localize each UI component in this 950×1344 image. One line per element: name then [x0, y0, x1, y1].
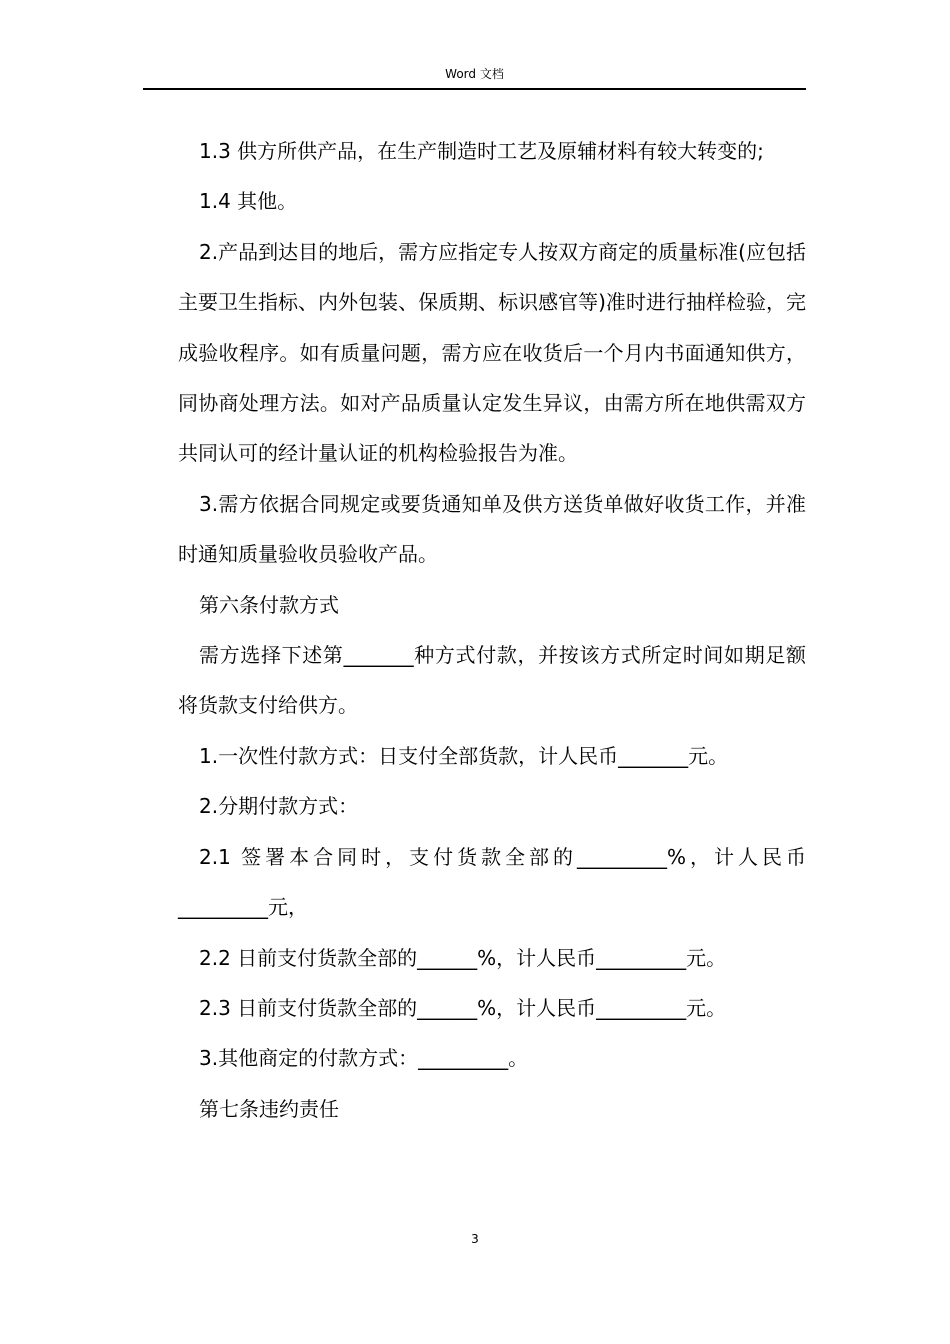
paragraph: 需方选择下述第_______种方式付款，并按该方式所定时间如期足额将货款支付给供方。: [178, 643, 806, 718]
header-title: Word 文档: [445, 67, 504, 81]
paragraph: 2.产品到达目的地后，需方应指定专人按双方商定的质量标准(应包括主要卫生指标、内外包装、保质期、标识感官等)准时进行抽样检验，完成验收程序。如有质量问题，需方应在收货后一个月内书面通知供方，同协商处理方法。如对产品质量认定发生异议，由需方所在地供需双方共同认可的经计量认证的机构检验报告为准。: [178, 239, 806, 466]
paragraph: 3.需方依据合同规定或要货通知单及供方送货单做好收货工作，并准时通知质量验收员验收产品。: [178, 491, 806, 567]
paragraph: 2.1 签署本合同时，支付货款全部的_________%，计人民币_________元，: [178, 844, 806, 920]
paragraph: 1.一次性付款方式：日支付全部货款，计人民币_______元。: [199, 743, 729, 768]
paragraph: 2.分期付款方式：: [199, 794, 359, 819]
section-heading: 第七条违约责任: [199, 1096, 339, 1121]
page-header: [143, 64, 806, 90]
section-heading: 第六条付款方式: [199, 592, 339, 617]
paragraph: 2.2 日前支付货款全部的______%，计人民币_________元。: [199, 945, 727, 970]
paragraph: 1.3 供方所供产品，在生产制造时工艺及原辅材料有较大转变的;: [199, 139, 764, 163]
paragraph: 1.4 其他。: [199, 189, 298, 214]
paragraph: 2.3 日前支付货款全部的______%，计人民币_________元。: [199, 995, 727, 1020]
paragraph: 3.其他商定的付款方式：_________。: [199, 1046, 529, 1071]
page-footer: [0, 1229, 950, 1249]
page-number: 3: [471, 1232, 479, 1246]
document-body: [178, 126, 806, 1134]
